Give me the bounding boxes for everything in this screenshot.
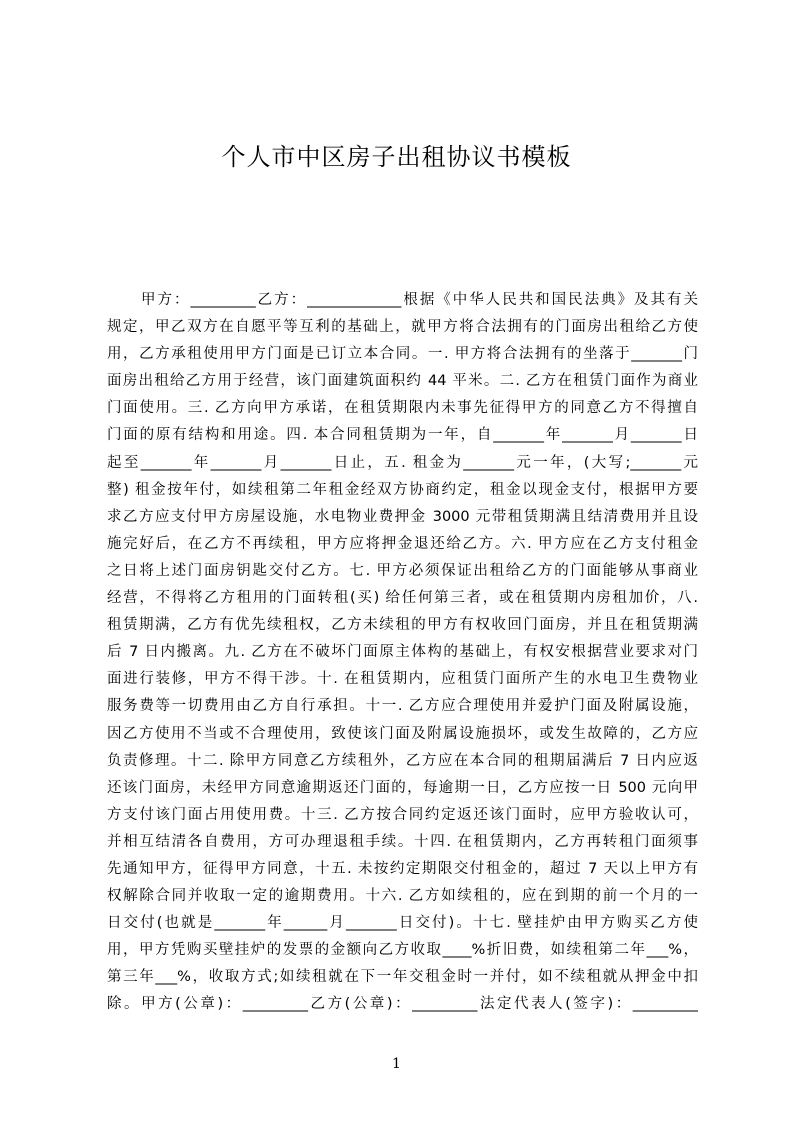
body-line: 负责修理。十二. 除甲方同意乙方续租外，乙方应在本合同的租期届满后 7 日内应返 — [107, 752, 698, 769]
page-number: 1 — [392, 1056, 401, 1072]
body-line: 面房出租给乙方用于经营，该门面建筑面积约 44 平米。二. 乙方在租赁门面作为商业 — [107, 373, 698, 390]
body-line: 用，乙方承租使用甲方门面是已订立本合同。一. 甲方将合法拥有的坐落于_______门 — [107, 346, 698, 363]
body-line: 甲方：_________乙方：_____________根据《中华人民共和国民法典》及其有关 — [141, 292, 698, 308]
body-line: 门面使用。三. 乙方向甲方承诺，在租赁期限内未事先征得甲方的同意乙方不得擅自 — [107, 400, 698, 417]
body-line: 第三年___%，收取方式;如续租就在下一年交租金时一并付，如不续租就从押金中扣 — [107, 969, 698, 986]
body-line: 规定，甲乙双方在自愿平等互利的基础上，就甲方将合法拥有的门面房出租给乙方使 — [107, 319, 698, 336]
body-line: 面进行装修，甲方不得干涉。十. 在租赁期内，应租赁门面所产生的水电卫生费物业 — [107, 671, 698, 688]
body-line: 方支付该门面占用使用费。十三. 乙方按合同约定返还该门面时，应甲方验收认可， — [107, 806, 698, 823]
contract-body — [107, 287, 698, 1019]
body-line: 租赁期满，乙方有优先续租权，乙方未续租的甲方有权收回门面房，并且在租赁期满 — [107, 617, 698, 634]
body-line: 还该门面房，未经甲方同意逾期返还门面的，每逾期一日，乙方应按一日 500 元向甲 — [107, 779, 698, 796]
body-line: 施完好后，在乙方不再续租，甲方应将押金退还给乙方。六. 甲方应在乙方支付租金 — [107, 535, 698, 552]
body-line: 起至_______年_______月_______日止，五. 租金为_______元一年，(大写;_______元 — [107, 454, 698, 471]
body-line: 经营，不得将乙方租用的门面转租(买) 给任何第三者，或在租赁期内房租加价，八. — [107, 590, 698, 607]
body-line: 并相互结清各自费用，方可办理退租手续。十四. 在租赁期内，乙方再转租门面须事 — [107, 833, 698, 850]
document-title: 个人市中区房子出租协议书模板 — [221, 143, 572, 171]
body-line: 权解除合同并收取一定的逾期费用。十六. 乙方如续租的，应在到期的前一个月的一 — [107, 888, 698, 905]
body-line: 日交付(也就是_______年______月_______日交付)。十七. 壁挂炉由甲方购买乙方使 — [107, 915, 698, 932]
body-line: 除。甲方(公章)：_________乙方(公章)：_________法定代表人(签字)：_________ — [107, 996, 698, 1013]
body-line: 后 7 日内搬离。九. 乙方在不破坏门面原主体构的基础上，有权安根据营业要求对门 — [107, 644, 698, 661]
body-line: 求乙方应支付甲方房屋设施，水电物业费押金 3000 元带租赁期满且结清费用并且设 — [107, 508, 698, 525]
body-line: 之日将上述门面房钥匙交付乙方。七. 甲方必须保证出租给乙方的门面能够从事商业 — [107, 562, 698, 579]
body-line: 用，甲方凭购买壁挂炉的发票的金额向乙方收取____%折旧费，如续租第二年___%， — [107, 942, 698, 959]
body-line: 整) 租金按年付，如续租第二年租金经双方协商约定，租金以现金支付，根据甲方要 — [107, 481, 698, 498]
body-line: 服务费等一切费用由乙方自行承担。十一. 乙方应合理使用并爱护门面及附属设施， — [107, 698, 698, 715]
body-line: 因乙方使用不当或不合理使用，致使该门面及附属设施损坏，或发生故障的，乙方应 — [107, 725, 698, 742]
body-line: 门面的原有结构和用途。四. 本合同租赁期为一年，自_______年_______月_______日 — [107, 427, 698, 444]
body-line: 先通知甲方，征得甲方同意，十五. 未按约定期限交付租金的，超过 7 天以上甲方有 — [107, 860, 698, 877]
